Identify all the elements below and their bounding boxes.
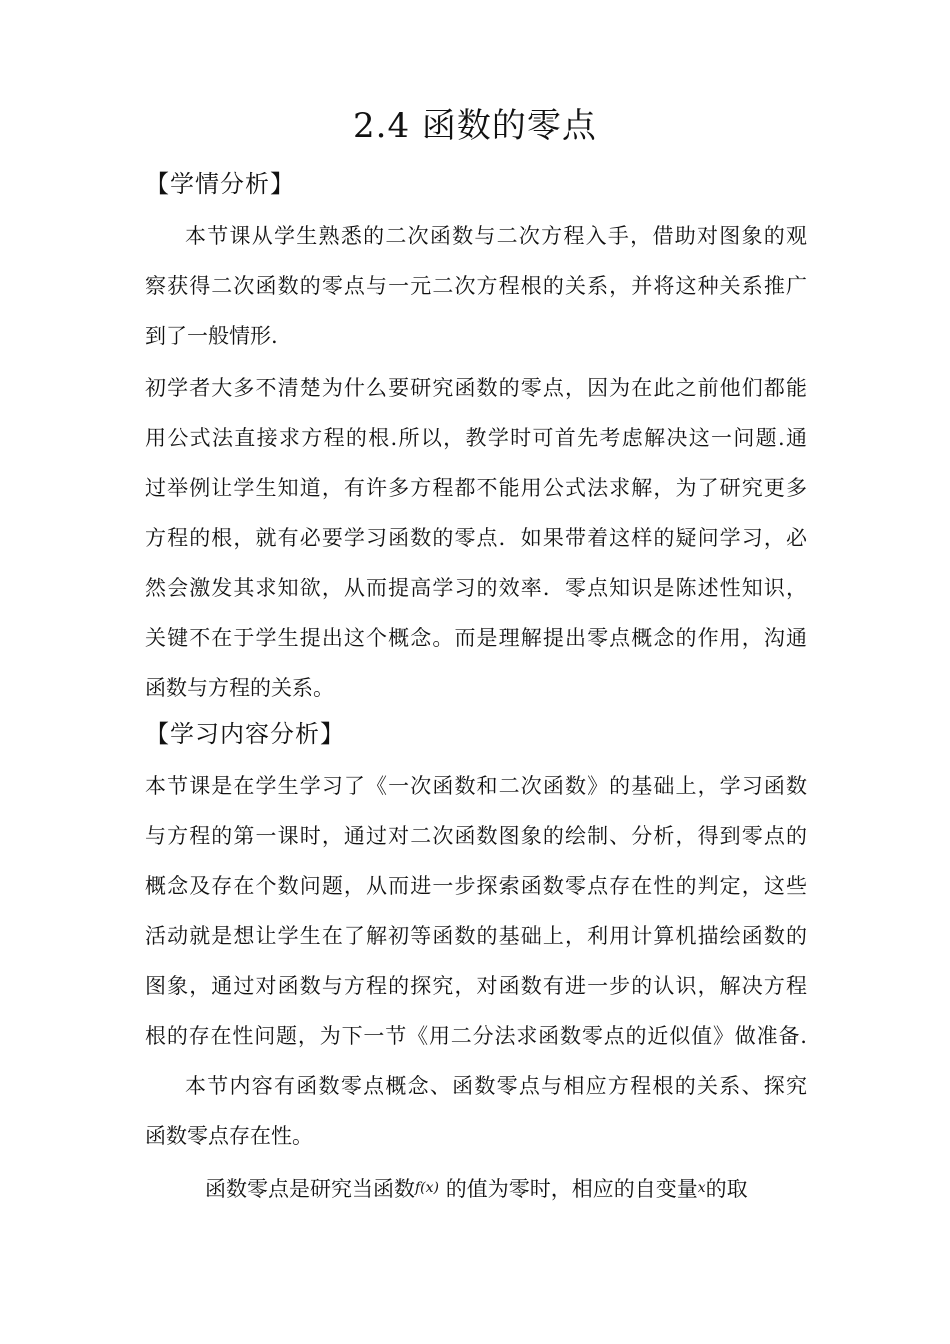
paragraph-line: 图象，通过对函数与方程的探究，对函数有进一步的认识，解决方程 (145, 974, 807, 998)
paragraph-line: 活动就是想让学生在了解初等函数的基础上，利用计算机描绘函数的 (145, 924, 807, 948)
paragraph-line: 到了一般情形. (145, 324, 278, 348)
paragraph-line: 过举例让学生知道，有许多方程都不能用公式法求解，为了研究更多 (145, 476, 807, 500)
paragraph-line: 与方程的第一课时，通过对二次函数图象的绘制、分析，得到零点的 (145, 824, 807, 848)
section-heading-learner-analysis: 【学情分析】 (145, 170, 295, 198)
paragraph-line-with-math (205, 1172, 797, 1205)
paragraph-line: 函数零点存在性。 (145, 1124, 313, 1148)
paragraph-line: 函数与方程的关系。 (145, 676, 334, 700)
paragraph-line: 关键不在于学生提出这个概念。而是理解提出零点概念的作用，沟通 (145, 626, 807, 650)
text-run: 函数零点是研究当函数 (205, 1177, 415, 1201)
paragraph-line: 概念及存在个数问题，从而进一步探索函数零点存在性的判定，这些 (145, 874, 807, 898)
paragraph-line: 用公式法直接求方程的根.所以，教学时可首先考虑解决这一问题.通 (145, 426, 807, 450)
text-run: 的取 (705, 1177, 748, 1201)
paragraph-line: 根的存在性问题，为下一节《用二分法求函数零点的近似值》做准备. (145, 1024, 807, 1048)
math-f-of-x: f(x) (415, 1180, 440, 1196)
paragraph-line: 本节内容有函数零点概念、函数零点与相应方程根的关系、探究 (185, 1074, 807, 1098)
paragraph-line: 方程的根，就有必要学习函数的零点．如果带着这样的疑问学习，必 (145, 526, 807, 550)
paragraph-line: 察获得二次函数的零点与一元二次方程根的关系，并将这种关系推广 (145, 274, 807, 298)
math-x: x (697, 1180, 706, 1196)
paragraph-line: 本节课从学生熟悉的二次函数与二次方程入手，借助对图象的观 (185, 224, 807, 248)
document-title: 2.4 函数的零点 (353, 106, 597, 146)
paragraph-line: 然会激发其求知欲，从而提高学习的效率．零点知识是陈述性知识， (145, 576, 807, 600)
section-heading-content-analysis: 【学习内容分析】 (145, 720, 345, 748)
text-run: 的值为零时，相应的自变量 (445, 1177, 698, 1201)
paragraph-line: 本节课是在学生学习了《一次函数和二次函数》的基础上，学习函数 (145, 774, 807, 798)
paragraph-line: 初学者大多不清楚为什么要研究函数的零点，因为在此之前他们都能 (145, 376, 807, 400)
